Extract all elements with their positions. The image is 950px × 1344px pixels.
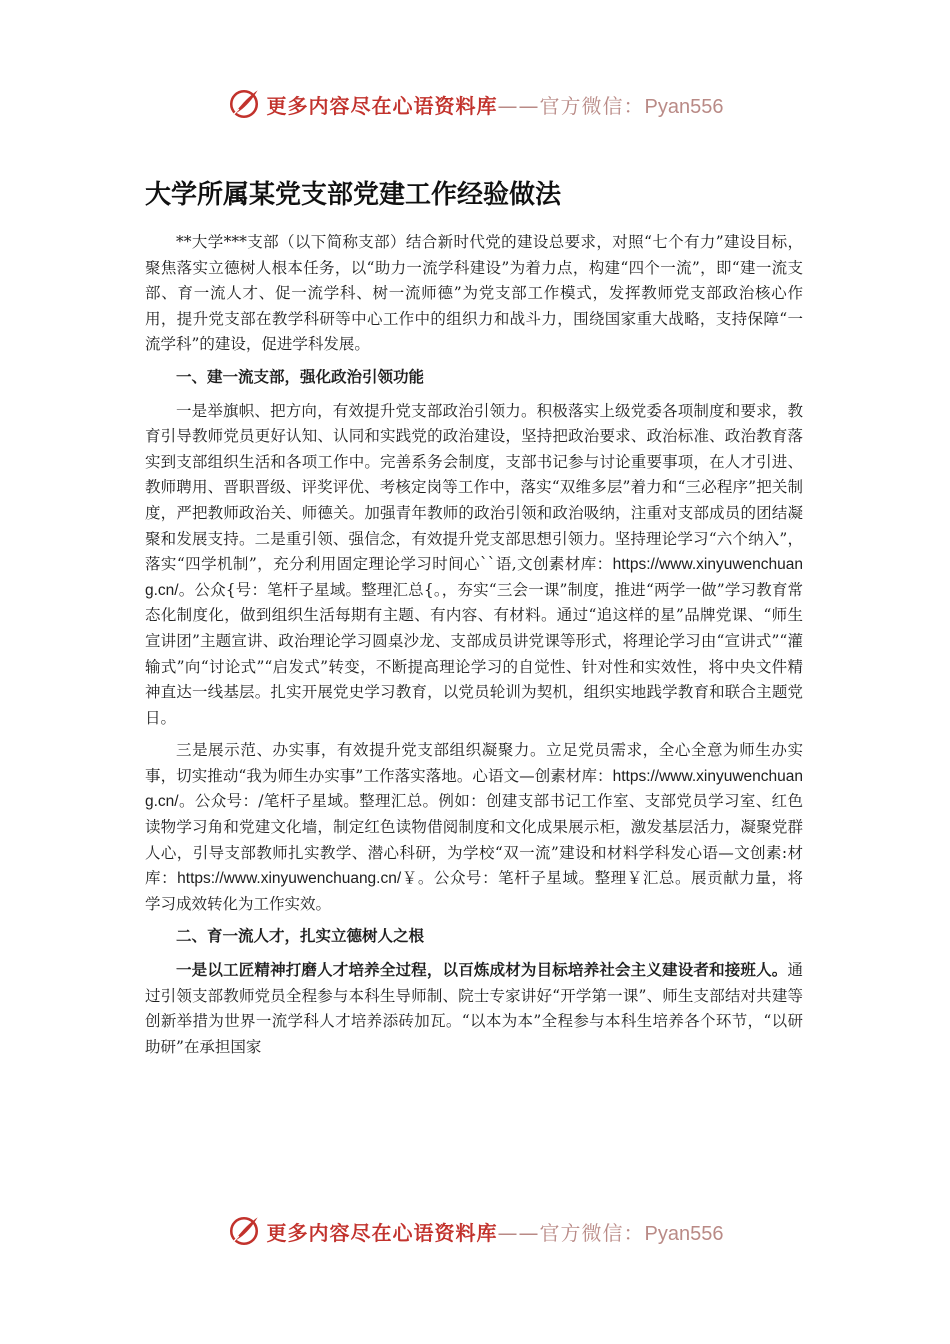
paragraph-text: 。公众号：/笔杆子星域。整理汇总。例如：创建支部书记工作室、支部党员学习室、红色读物学习角和党建文化墙，制定红色读物借阅制度和文化成果展示柜，激发基层活力，凝聚党群人心，引导支部教师扎实教学、潜心科研，为学校“双一流”建设和材料学科发心语—文创素:材库： <box>145 792 803 888</box>
document-body <box>145 230 803 1067</box>
section-heading-2: 二、育一流人才，扎实立德树人之根 <box>176 927 425 946</box>
section-heading-1: 一、建一流支部，强化政治引领功能 <box>176 367 425 386</box>
watermark-wechat-id: Pyan556 <box>644 95 724 118</box>
quill-pen-logo-icon <box>227 87 261 121</box>
watermark-wechat-label: 官方微信： <box>539 93 645 118</box>
paragraph-organizational-cohesion <box>145 738 803 917</box>
paragraph-text: 三是展示范、办实事，有效提升党支部组织凝聚力。立足党员需求，全心全意为师生办实事，切实推动“我为师生办实事”工作落实落地。心语文—创素材库： <box>145 741 803 785</box>
watermark-wechat-label: 官方微信： <box>539 1220 645 1245</box>
paragraph-text: 。公众{号：笔杆子星域。整理汇总{。，夯实“三会一课”制度，推进“两学一做”学习教育常态化制度化，做到组织生活每期有主题、有内容、有材料。通过“追这样的星”品牌党课、“师生宣讲团”主题宣讲、政治理论学习圆桌沙龙、支部成员讲党课等形式，将理论学习由“宣讲式”“灌输式”向“讨论式”“启发式”转变，不断提高理论学习的自觉性、针对性和实效性，将中央文件精神直达一线基层。扎实开展党史学习教育，以党员轮训为契机，组织实地践学教育和联合主题党日。 <box>145 580 803 727</box>
paragraph-talent-cultivation <box>145 958 803 1060</box>
paragraph-text: 一是举旗帜、把方向，有效提升党支部政治引领力。积极落实上级党委各项制度和要求，教育引导教师党员更好认知、认同和实践党的政治建设，坚持把政治要求、政治标准、政治教育落实到支部组织生活和各项工作中。完善系务会制度，支部书记参与讨论重要事项，在人才引进、教师聘用、晋职晋级、评奖评优、考核定岗等工作中，落实“双维多层”着力和“三必程序”把关制度，严把教师政治关、师德关。加强青年教师的政治引领和政治吸纳，注重对支部成员的团结凝聚和发展支持。二是重引领、强信念，有效提升党支部思想引领力。坚持理论学习“六个纳入”，落实“四学机制”，充分利用固定理论学习时间心``语,文创素材库： <box>145 401 803 574</box>
intro-paragraph: **大学***支部（以下简称支部）结合新时代党的建设总要求，对照“七个有力”建设目标，聚焦落实立德树人根本任务，以“助力一流学科建设”为着力点，构建“四个一流”，即“建一流支部、育一流人才、促一流学科、树一流师德”为党支部工作模式，发挥教师党支部政治核心作用，提升党支部在教学科研等中心工作中的组织力和战斗力，围绕国家重大战略，支持保障“一流学科”的建设，促进学科发展。 <box>145 233 803 354</box>
quill-pen-logo-icon <box>227 1214 261 1248</box>
watermark-separator: —— <box>497 1220 540 1245</box>
watermark-separator: —— <box>497 93 540 118</box>
paragraph-text: 通过引领支部教师党员全程参与本科生导师制、院士专家讲好“开学第一课”、师生支部结对共建等创新举措为世界一流学科人才培养添砖加瓦。“以本为本”全程参与本科生培养各个环节，“以研助研”在承担国家 <box>145 961 803 1056</box>
watermark-brand: 更多内容尽在心语资料库 <box>266 93 498 118</box>
source-url-link[interactable]: https://www.xinyuwenchuang.cn/ <box>145 556 803 599</box>
watermark-text <box>267 90 724 119</box>
source-url-link[interactable]: https://www.xinyuwenchuang.cn/ <box>145 767 803 811</box>
source-url-link[interactable]: https://www.xinyuwenchuang.cn/ <box>177 870 402 888</box>
header-watermark-banner <box>0 84 950 124</box>
watermark-text <box>267 1217 724 1246</box>
footer-watermark-banner <box>0 1211 950 1251</box>
paragraph-text: ￥。公众号：笔杆子星域。整理￥汇总。展贡献力量，将学习成效转化为工作实效。 <box>145 869 803 913</box>
paragraph-political-leadership <box>145 399 803 732</box>
paragraph-lead-sentence: 一是以工匠精神打磨人才培养全过程，以百炼成材为目标培养社会主义建设者和接班人。 <box>176 961 788 980</box>
watermark-wechat-id: Pyan556 <box>644 1222 724 1245</box>
watermark-brand: 更多内容尽在心语资料库 <box>266 1220 498 1245</box>
document-title: 大学所属某党支部党建工作经验做法 <box>145 180 562 210</box>
